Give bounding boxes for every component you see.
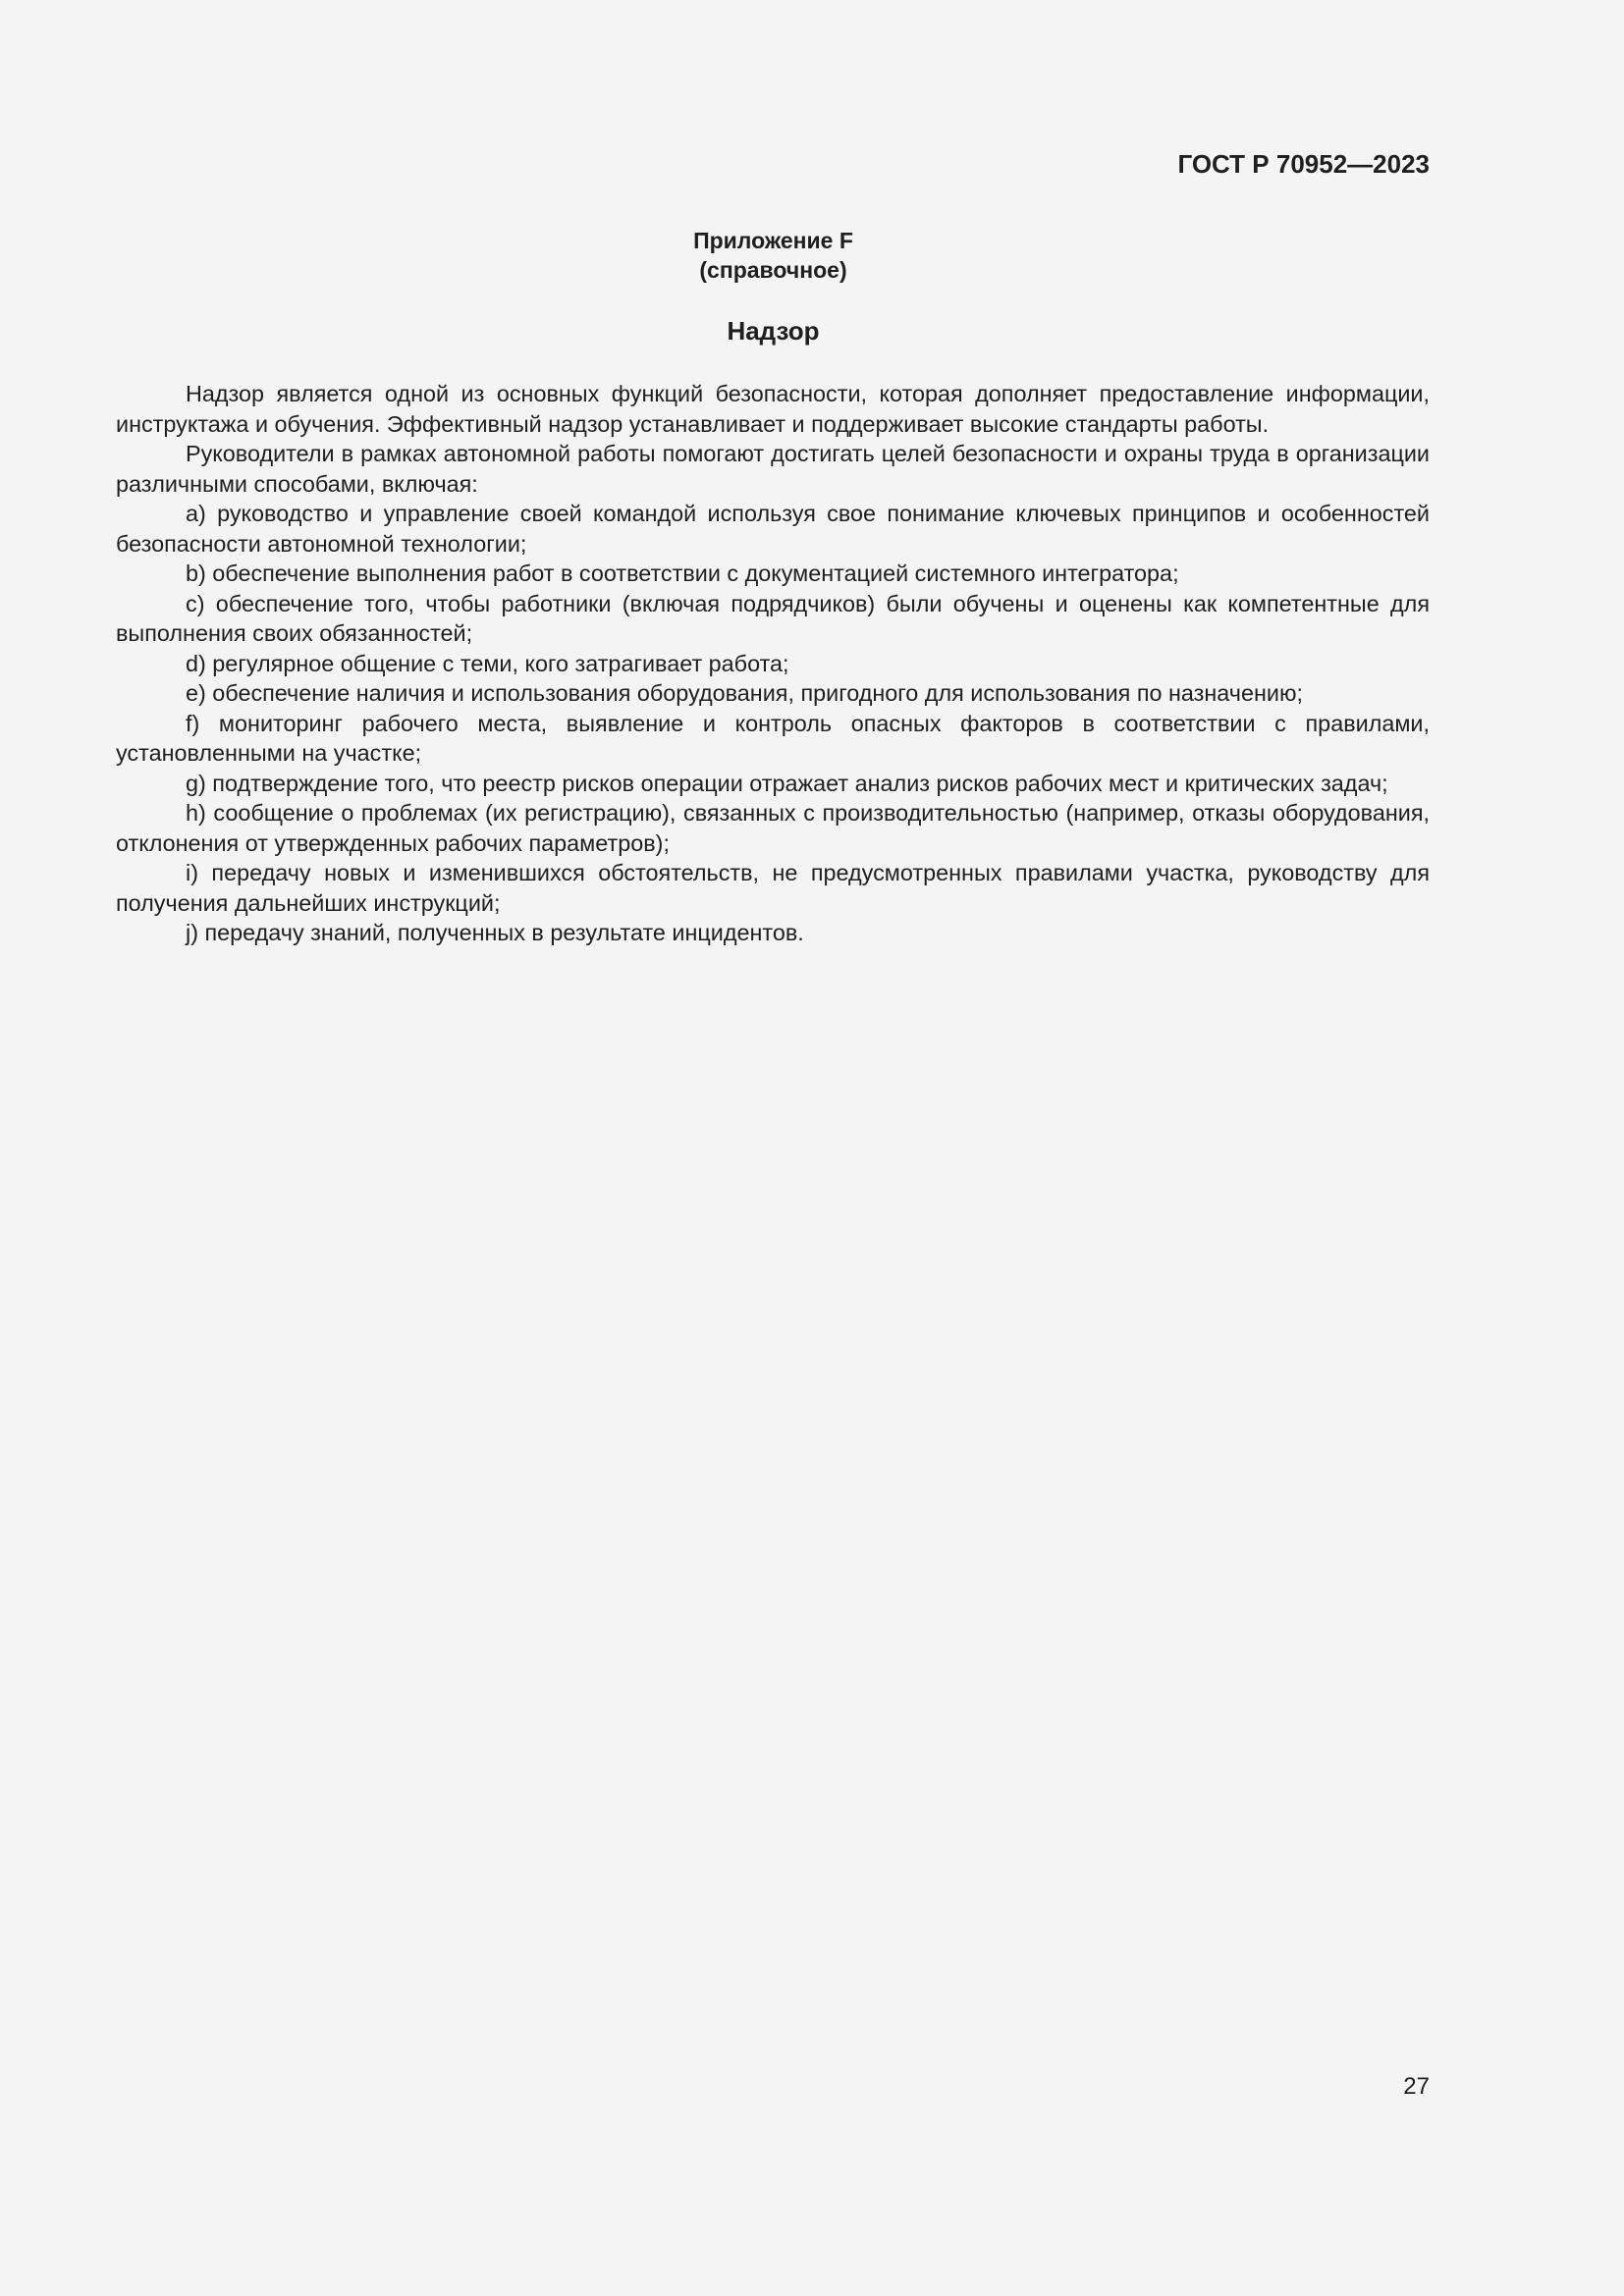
document-code: ГОСТ Р 70952—2023 bbox=[1177, 149, 1430, 179]
body-text bbox=[116, 379, 1430, 948]
list-item-b: b) обеспечение выполнения работ в соответствии с документацией системного интегратора; bbox=[186, 561, 1179, 586]
list-item-i: i) передачу новых и изменившихся обстоятельств, не предусмотренных правилами участка, руководству для получения дальнейших инструкций; bbox=[116, 860, 1430, 916]
list-item-a: a) руководство и управление своей командой используя свое понимание ключевых принципов и особенностей безопасности автономной технологии; bbox=[116, 501, 1430, 557]
section-title: Надзор bbox=[727, 316, 820, 346]
list-item-j: j) передачу знаний, полученных в результате инцидентов. bbox=[186, 920, 804, 945]
paragraph-intro: Надзор является одной из основных функций безопасности, которая дополняет предоставление информации, инструктажа и обучения. Эффективный надзор устанавливает и поддерживает высокие стандарты работы. bbox=[116, 381, 1430, 437]
annex-title: Приложение F bbox=[693, 228, 853, 253]
list-item-f: f) мониторинг рабочего места, выявление и контроль опасных факторов в соответствии с правилами, установленными на участке; bbox=[116, 710, 1430, 766]
list-item-d: d) регулярное общение с теми, кого затрагивает работа; bbox=[186, 650, 789, 676]
paragraph-managers: Руководители в рамках автономной работы помогают достигать целей безопасности и охраны труда в организации различными способами, включая: bbox=[116, 441, 1430, 497]
page-number: 27 bbox=[1403, 2073, 1430, 2100]
list-item-g: g) подтверждение того, что реестр рисков операции отражает анализ рисков рабочих мест и критических задач; bbox=[186, 770, 1388, 796]
annex-heading bbox=[0, 226, 1546, 285]
list-item-e: e) обеспечение наличия и использования оборудования, пригодного для использования по назначению; bbox=[186, 680, 1304, 706]
list-item-h: h) сообщение о проблемах (их регистрацию), связанных с производительностью (например, отказы оборудования, отклонения от утвержденных рабочих параметров); bbox=[116, 800, 1430, 856]
list-item-c: c) обеспечение того, чтобы работники (включая подрядчиков) были обучены и оценены как компетентные для выполнения своих обязанностей; bbox=[116, 590, 1430, 646]
annex-type: (справочное) bbox=[699, 257, 847, 283]
